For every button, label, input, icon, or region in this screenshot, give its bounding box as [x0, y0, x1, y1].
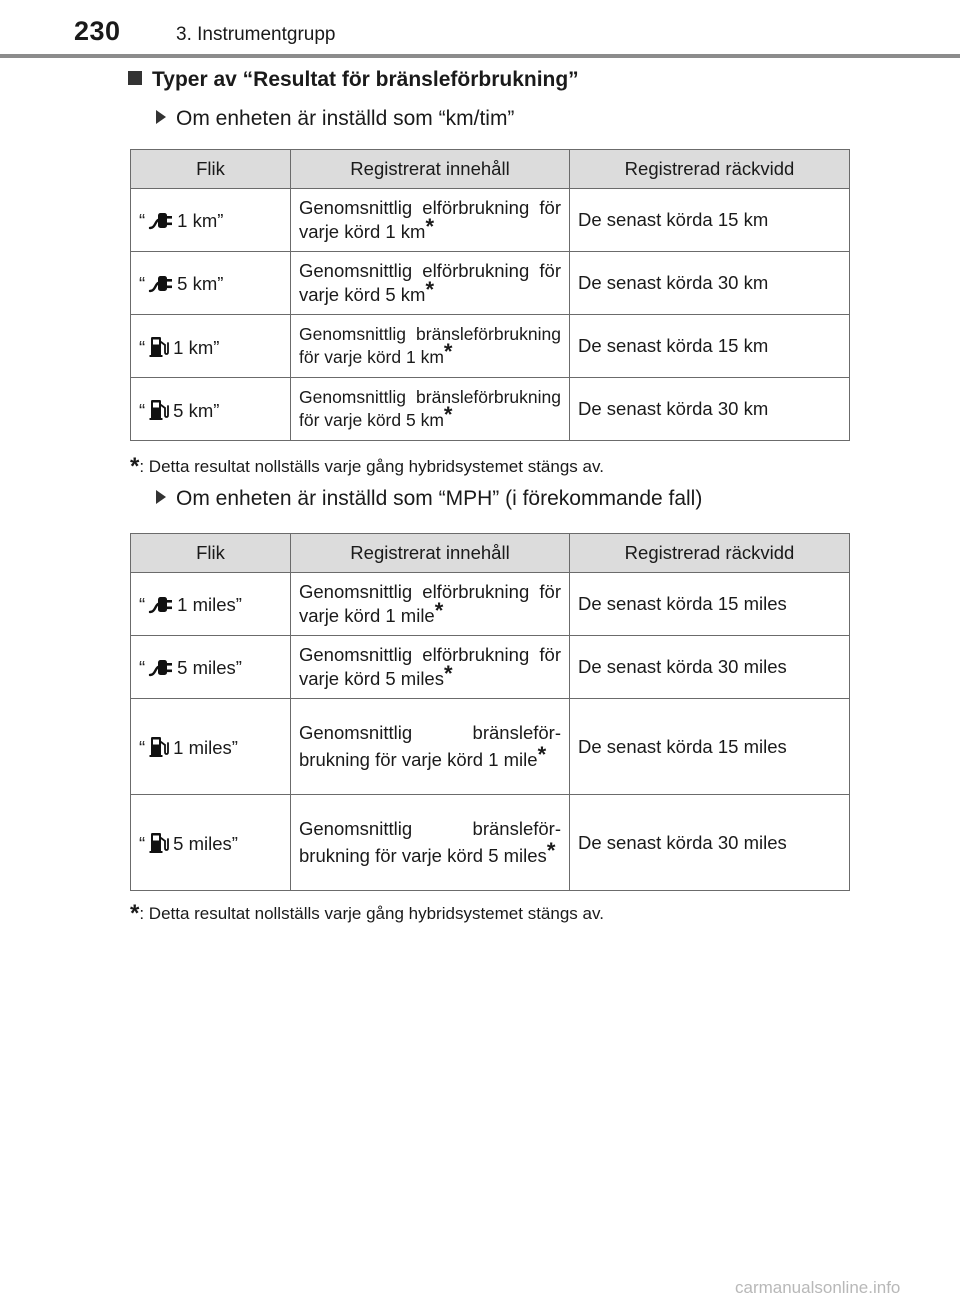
- tab-label-suffix: 1 km”: [173, 336, 220, 358]
- table-row: [131, 315, 850, 378]
- tab-label-prefix: “: [139, 399, 146, 421]
- column-header-range: Registrerad räckvidd: [570, 534, 850, 573]
- tab-cell: [131, 315, 291, 378]
- footnote-mark: *: [425, 277, 435, 302]
- fuel-pump-icon: [145, 833, 173, 854]
- tab-label-suffix: 5 km”: [173, 399, 220, 421]
- content-text: Genomsnittlig bränsleförbrukning för varje körd 5 miles: [299, 818, 561, 866]
- page-number: 230: [74, 16, 121, 46]
- content-cell: [291, 252, 570, 315]
- footnote-mark: *: [443, 402, 453, 427]
- table-row: [131, 573, 850, 636]
- content-text: Genomsnittlig elförbrukning för varje körd 5 miles: [299, 643, 561, 689]
- tab-label-suffix: 1 miles”: [177, 593, 242, 615]
- chapter-title: 3. Instrumentgrupp: [176, 24, 336, 45]
- triangle-bullet-icon: [156, 490, 166, 504]
- tab-label-suffix: 1 miles”: [173, 737, 238, 758]
- tab-cell: [131, 378, 291, 441]
- tab-cell: [131, 795, 291, 891]
- tab-label-suffix: 1 km”: [177, 209, 224, 231]
- tab-cell: [131, 252, 291, 315]
- content-cell: [291, 636, 570, 699]
- table-row: [131, 189, 850, 252]
- content-text: Genomsnittlig elförbrukning för varje körd 1 mile: [299, 580, 561, 626]
- footnote-mark: *: [130, 453, 140, 480]
- table-header-row: [131, 150, 850, 189]
- triangle-bullet-icon: [156, 110, 166, 124]
- mph-results-table: [130, 533, 850, 891]
- range-cell: De senast körda 15 km: [570, 189, 850, 252]
- watermark: carmanualsonline.info: [735, 1278, 901, 1297]
- electric-plug-icon: [145, 273, 177, 294]
- content-text: Genomsnittlig bränsleförbrukning för varje körd 5 km: [299, 387, 561, 430]
- tab-label-prefix: “: [139, 737, 146, 758]
- range-cell: De senast körda 15 miles: [570, 699, 850, 795]
- tab-label-suffix: 5 km”: [177, 272, 224, 294]
- range-cell: De senast körda 15 km: [570, 315, 850, 378]
- content-cell: [291, 699, 570, 795]
- fuel-pump-icon: [145, 337, 173, 358]
- tab-label-suffix: 5 miles”: [173, 833, 238, 854]
- footnote-km: [130, 453, 604, 481]
- content-text: Genomsnittlig bränsleförbrukning för varje körd 1 km: [299, 324, 561, 367]
- subheading-mph: [156, 487, 702, 511]
- electric-plug-icon: [145, 657, 177, 678]
- tab-label-prefix: “: [139, 833, 146, 854]
- page-header: [0, 0, 960, 58]
- range-cell: De senast körda 30 km: [570, 378, 850, 441]
- footnote-mark: *: [130, 900, 140, 927]
- tab-cell: [131, 636, 291, 699]
- header-divider: [0, 54, 960, 58]
- tab-label-suffix: 5 miles”: [177, 656, 242, 678]
- tab-label-prefix: “: [139, 336, 146, 358]
- tab-label-prefix: “: [139, 272, 146, 294]
- content-cell: [291, 795, 570, 891]
- electric-plug-icon: [145, 210, 177, 231]
- subheading-km: [156, 107, 514, 131]
- table-row: [131, 795, 850, 891]
- content-text: Genomsnittlig elförbrukning för varje körd 1 km: [299, 196, 561, 242]
- footnote-mark: *: [546, 837, 556, 863]
- table-row: [131, 378, 850, 441]
- fuel-pump-icon: [145, 400, 173, 421]
- tab-cell: [131, 573, 291, 636]
- table-header-row: [131, 534, 850, 573]
- tab-cell: [131, 699, 291, 795]
- tab-label-prefix: “: [139, 593, 146, 615]
- km-results-table: [130, 149, 850, 441]
- footnote-mark: *: [434, 598, 444, 623]
- content-cell: [291, 573, 570, 636]
- content-text: Genomsnittlig elförbrukning för varje körd 5 km: [299, 259, 561, 305]
- column-header-tab: Flik: [131, 150, 291, 189]
- electric-plug-icon: [145, 594, 177, 615]
- subheading-mph-text: Om enheten är inställd som “MPH” (i förekommande fall): [176, 487, 703, 510]
- footnote-mark: *: [537, 741, 547, 767]
- footnote-text: : Detta resultat nollställs varje gång hybridsystemet stängs av.: [139, 457, 604, 476]
- table-row: [131, 636, 850, 699]
- footnote-mark: *: [443, 339, 453, 364]
- range-cell: De senast körda 30 miles: [570, 795, 850, 891]
- range-cell: De senast körda 30 km: [570, 252, 850, 315]
- footnote-mark: *: [425, 214, 435, 239]
- fuel-pump-icon: [145, 737, 173, 758]
- content-cell: [291, 378, 570, 441]
- tab-cell: [131, 189, 291, 252]
- range-cell: De senast körda 30 miles: [570, 636, 850, 699]
- footnote-mark: *: [443, 661, 453, 686]
- footnote-text: : Detta resultat nollställs varje gång hybridsystemet stängs av.: [139, 904, 604, 923]
- column-header-tab: Flik: [131, 534, 291, 573]
- range-cell: De senast körda 15 miles: [570, 573, 850, 636]
- tab-label-prefix: “: [139, 209, 146, 231]
- tab-label-prefix: “: [139, 656, 146, 678]
- section-heading: [128, 68, 579, 92]
- footnote-mph: [130, 900, 604, 928]
- table-row: [131, 699, 850, 795]
- content-text: Genomsnittlig bränsleförbrukning för varje körd 1 mile: [299, 722, 561, 770]
- column-header-content: Registrerat innehåll: [291, 150, 570, 189]
- column-header-content: Registrerat innehåll: [291, 534, 570, 573]
- content-cell: [291, 189, 570, 252]
- section-heading-text: Typer av “Resultat för bränsleförbrukning”: [152, 68, 579, 91]
- table-row: [131, 252, 850, 315]
- square-bullet-icon: [128, 71, 142, 85]
- subheading-km-text: Om enheten är inställd som “km/tim”: [176, 107, 515, 130]
- column-header-range: Registrerad räckvidd: [570, 150, 850, 189]
- content-cell: [291, 315, 570, 378]
